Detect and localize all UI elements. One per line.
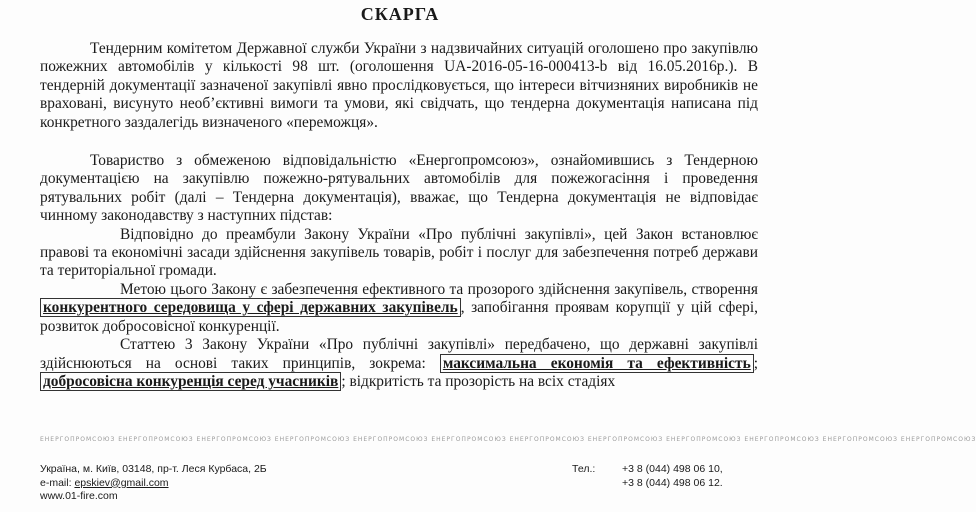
document-title: СКАРГА [360, 4, 440, 24]
letterhead-watermark-strip: ЕНЕРГОПРОМСОЮЗ ЕНЕРГОПРОМСОЮЗ ЕНЕРГОПРОМСОЮЗ ЕНЕРГОПРОМСОЮЗ ЕНЕРГОПРОМСОЮЗ ЕНЕРГОПРОМСОЮЗ ЕНЕРГОПРОМСОЮЗ ЕНЕРГОПРОМСОЮЗ ЕНЕРГОПРОМСОЮЗ ЕНЕРГОПРОМСОЮЗ ЕНЕРГОПРОМСОЮЗ ЕНЕРГОПРОМСОЮЗ [40, 436, 976, 443]
company-address: Україна, м. Київ, 03148, пр-т. Леся Курбаса, 2Б [40, 463, 267, 475]
email-link[interactable]: epskiev@gmail.com [74, 476, 169, 489]
highlight-max-economy: максимальна економія та ефективність [440, 354, 754, 373]
paragraph-4-end: , запобігання проявам корупції у цій сфері, розвиток добросовісної конкуренції. [40, 299, 758, 335]
paragraph-5 [40, 336, 758, 391]
paragraph-3: Відповідно до преамбули Закону України «Про публічні закупівлі», цей Закон встановлює правові та економічні засади здійснення закупівель товарів, робіт і послуг для забезпечення потреб держави та територіальної громади. [40, 225, 758, 280]
footer-contacts [40, 463, 267, 504]
website-link[interactable]: www.01-fire.com [40, 490, 118, 502]
paragraph-1: Тендерним комітетом Державної служби України з надзвичайних ситуацій оголошено про закупівлю пожежних автомобілів у кількості 98 шт. (оголошення UA-2016-05-16-000413-b від 16.05.2016р.). В тендерній документації зазначеної закупівлі явно прослідковується, що інтереси вітчизняних виробників не враховані, висунуто необ’єктивні вимоги та умови, які свідчать, що тендерна документація написана під конкретного заздалегідь визначеного «переможця». [40, 40, 758, 131]
phone-1: +3 8 (044) 498 06 10, [622, 463, 723, 475]
email-row [40, 477, 267, 491]
phone-2: +3 8 (044) 498 06 12. [622, 476, 723, 489]
footer-phones [572, 463, 723, 490]
paragraph-5-start: Статтею 3 Закону України «Про публічні закупівлі» передбачено, що державні закупівлі здійснюються на основі таких принципів, зокрема: [40, 336, 758, 372]
paragraph-5-separator: ; [753, 354, 758, 372]
email-label: e-mail: [40, 476, 72, 489]
phone-row-1 [572, 463, 723, 477]
paragraph-4-start: Метою цього Закону є забезпечення ефективного та прозорого здійснення закупівель, створення [120, 280, 758, 298]
tel-label: Тел.: [572, 463, 596, 475]
document-body [40, 40, 758, 391]
paragraph-4 [40, 281, 758, 336]
highlight-competitive-environment: конкурентного середовища у сфері державних закупівель [40, 298, 461, 317]
paragraph-5-end: ; відкритість та прозорість на всіх стадіях [341, 372, 616, 390]
paragraph-2: Товариство з обмеженою відповідальністю «Енергопромсоюз», ознайомившись з Тендерною документацією на закупівлю пожежно-рятувальних автомобілів для пожежогасіння і проведення рятувальних робіт (далі – Тендерна документація), вважає, що Тендерна документація не відповідає чинному законодавству з наступних підстав: [40, 152, 758, 225]
highlight-fair-competition: добросовісна конкуренція серед учасників [40, 372, 341, 391]
